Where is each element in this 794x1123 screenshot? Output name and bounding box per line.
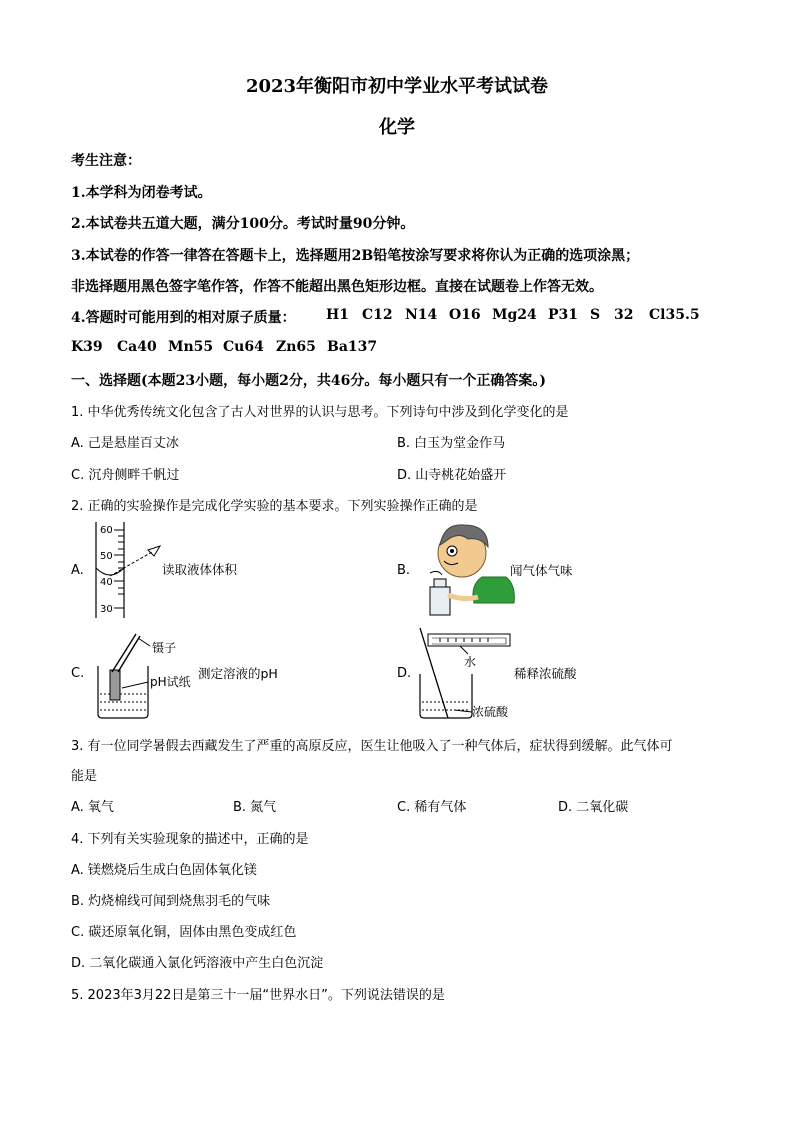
q1-option-d: D. 山寺桃花始盛开 (397, 468, 507, 483)
q3-option-a: A. 氧气 (71, 800, 114, 815)
q3-option-d: D. 二氧化碳 (558, 800, 629, 815)
atomic-mass-k: K39 (71, 339, 103, 355)
notice-heading: 考生注意： (71, 153, 141, 169)
q1-stem: 1. 中华优秀传统文化包含了古人对世界的认识与思考。下列诗句中涉及到化学变化的是 (71, 405, 569, 420)
q4-option-d: D. 二氧化碳通入氯化钙溶液中产生白色沉淀 (71, 956, 324, 971)
atomic-mass-s: S (590, 307, 601, 323)
q2-option-b-letter: B. (397, 563, 411, 578)
ph-paper-label: pH试纸 (150, 675, 191, 689)
water-label: 水 (464, 655, 477, 669)
q3-stem-line1: 3. 有一位同学暑假去西藏发生了严重的高原反应，医生让他吸入了一种气体后，症状得到缓解。此气体可 (71, 739, 673, 754)
notice-item-3: 3.本试卷的作答一律答在答题卡上，选择题用2B铅笔按涂写要求将你认为正确的选项涂黑； (71, 248, 640, 264)
atomic-mass-s-value: 32 (614, 307, 634, 323)
atomic-mass-o: O16 (449, 307, 481, 323)
q4-stem: 4. 下列有关实验现象的描述中，正确的是 (71, 832, 309, 847)
q4-option-b: B. 灼烧棉线可闻到烧焦羽毛的气味 (71, 894, 271, 909)
dilute-acid-figure (414, 624, 614, 722)
q2-option-d-caption: 稀释浓硫酸 (514, 666, 577, 681)
atomic-mass-ca: Ca40 (117, 339, 157, 355)
atomic-mass-zn: Zn65 (276, 339, 316, 355)
acid-label: 浓硫酸 (472, 705, 509, 719)
atomic-mass-h: H1 (326, 307, 349, 323)
atomic-mass-mg: Mg24 (492, 307, 537, 323)
notice-item-1: 1.本学科为闭卷考试。 (71, 185, 212, 201)
notice-item-2: 2.本试卷共五道大题，满分100分。考试时量90分钟。 (71, 216, 415, 232)
tick-30: 30 (100, 604, 113, 615)
q5-stem: 5. 2023年3月22日是第三十一届“世界水日”。下列说法错误的是 (71, 988, 445, 1003)
q2-option-a-caption: 读取液体体积 (162, 562, 238, 577)
atomic-mass-ba: Ba137 (327, 339, 378, 355)
atomic-mass-label: 4.答题时可能用到的相对原子质量： (71, 310, 296, 326)
q4-option-c: C. 碳还原氧化铜，固体由黑色变成红色 (71, 925, 297, 940)
q2-option-d-letter: D. (397, 666, 412, 681)
subject-title: 化学 (379, 117, 415, 138)
tick-40: 40 (100, 577, 113, 588)
smell-gas-figure (412, 515, 592, 627)
tweezers-label: 镊子 (152, 641, 177, 655)
exam-title: 2023年衡阳市初中学业水平考试试卷 (245, 76, 549, 97)
q1-option-c: C. 沉舟侧畔千帆过 (71, 468, 180, 483)
q2-option-c-letter: C. (71, 666, 85, 681)
q2-stem: 2. 正确的实验操作是完成化学实验的基本要求。下列实验操作正确的是 (71, 499, 478, 514)
notice-item-3-cont: 非选择题用黑色签字笔作答，作答不能超出黑色矩形边框。直接在试题卷上作答无效。 (71, 279, 603, 295)
q2-option-b-caption: 闻气体气味 (510, 563, 573, 578)
atomic-mass-mn: Mn55 (168, 339, 214, 355)
section-heading: 一、选择题(本题23小题，每小题2分，共46分。每小题只有一个正确答案。) (71, 373, 546, 389)
q1-option-a: A. 己是悬崖百丈冰 (71, 436, 179, 451)
tick-50: 50 (100, 551, 113, 562)
tick-60: 60 (100, 525, 113, 536)
cylinder-reading-figure (88, 520, 248, 620)
atomic-mass-c: C12 (362, 307, 393, 323)
atomic-mass-cu: Cu64 (223, 339, 264, 355)
atomic-mass-n: N14 (405, 307, 438, 323)
q4-option-a: A. 镁燃烧后生成白色固体氧化镁 (71, 863, 257, 878)
atomic-mass-p: P31 (548, 307, 579, 323)
q2-option-a-letter: A. (71, 563, 84, 578)
q3-stem-line2: 能是 (71, 769, 98, 784)
q1-option-b: B. 白玉为堂金作马 (397, 436, 506, 451)
q3-option-b: B. 氮气 (233, 800, 277, 815)
atomic-mass-cl: Cl35.5 (649, 307, 700, 323)
ph-test-figure (88, 630, 298, 722)
q2-option-c-caption: 测定溶液的pH (198, 666, 278, 681)
q3-option-c: C. 稀有气体 (397, 800, 467, 815)
